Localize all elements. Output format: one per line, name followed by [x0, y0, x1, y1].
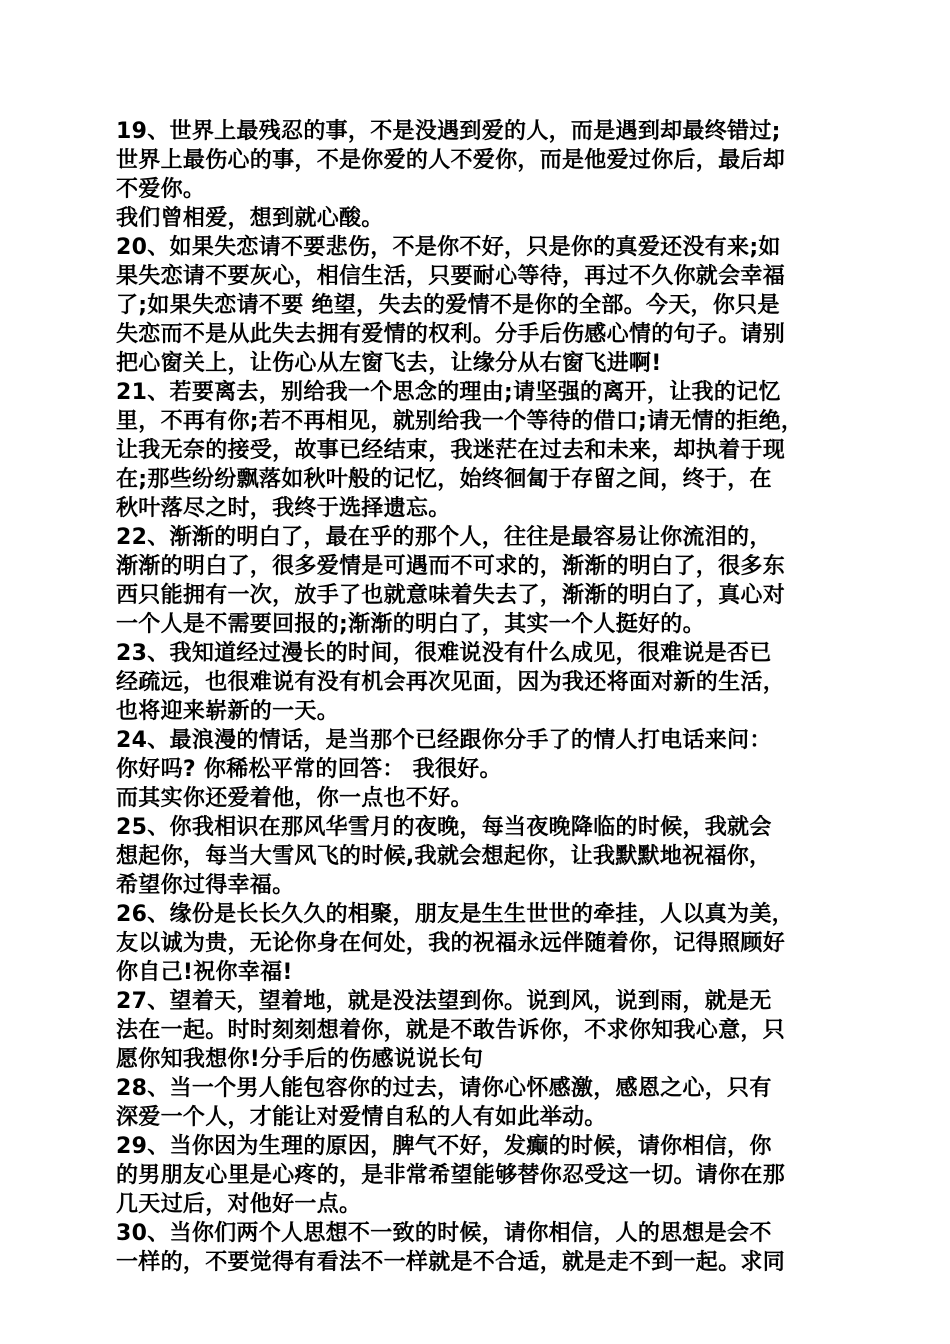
text-line: 也将迎来崭新的一天。: [116, 699, 340, 724]
text-line: 西只能拥有一次，放手了也就意味着失去了，渐渐的明白了，真心对: [116, 583, 786, 608]
text-line: 让我无奈的接受，故事已经结束，我迷茫在过去和未来，却执着于现: [116, 438, 786, 463]
text-line: 几天过后，对他好一点。: [116, 1192, 362, 1217]
text-line: 而其实你还爱着他，你一点也不好。: [116, 786, 473, 811]
text-line: 了;如果失恋请不要 绝望，失去的爱情不是你的全部。今天，你只是: [116, 293, 780, 318]
text-line: 世界上最伤心的事，不是你爱的人不爱你，而是他爱过你后，最后却: [116, 148, 786, 173]
text-line: 20、如果失恋请不要悲伤，不是你不好，只是你的真爱还没有来;如: [116, 235, 781, 260]
text-line: 29、当你因为生理的原因，脾气不好，发癫的时候，请你相信，你: [116, 1134, 772, 1159]
text-line: 把心窗关上，让伤心从左窗飞去，让缘分从右窗飞进啊!: [116, 351, 662, 376]
text-line: 23、我知道经过漫长的时间，很难说没有什么成见，很难说是否已: [116, 641, 772, 666]
text-line: 友以诚为贵，无论你身在何处，我的祝福永远伴随着你，记得照顾好: [116, 931, 786, 956]
text-line: 深爱一个人，才能让对爱情自私的人有如此举动。: [116, 1105, 607, 1130]
text-line: 25、你我相识在那风华雪月的夜晚，每当夜晚降临的时候，我就会: [116, 815, 772, 840]
text-line: 你好吗? 你稀松平常的回答： 我很好。: [116, 757, 502, 782]
text-line: 希望你过得幸福。: [116, 873, 295, 898]
text-line: 在;那些纷纷飘落如秋叶般的记忆，始终徊匐于存留之间，终于，在: [116, 467, 772, 492]
text-line: 28、当一个男人能包容你的过去，请你心怀感激，感恩之心，只有: [116, 1076, 772, 1101]
document-body: [116, 117, 840, 1277]
text-line: 果失恋请不要灰心，相信生活，只要耐心等待，再过不久你就会幸福: [116, 264, 786, 289]
text-line: 30、当你们两个人思想不一致的时候，请你相信，人的思想是会不: [116, 1221, 772, 1246]
text-line: 你自己!祝你幸福!: [116, 960, 293, 985]
text-line: 法在一起。时时刻刻想着你，就是不敢告诉你，不求你知我心意，只: [116, 1018, 786, 1043]
text-line: 27、望着天，望着地，就是没法望到你。说到风，说到雨，就是无: [116, 989, 772, 1014]
text-line: 里，不再有你;若不再相见，就别给我一个等待的借口;请无情的拒绝，: [116, 409, 804, 434]
text-line: 26、缘份是长长久久的相聚，朋友是生生世世的牵挂，人以真为美，: [116, 902, 794, 927]
text-line: 一样的，不要觉得有看法不一样就是不合适，就是走不到一起。求同: [116, 1250, 786, 1275]
text-line: 一个人是不需要回报的;渐渐的明白了，其实一个人挺好的。: [116, 612, 705, 637]
text-line: 愿你知我想你!分手后的伤感说说长句: [116, 1047, 484, 1072]
text-line: 秋叶落尽之时，我终于选择遗忘。: [116, 496, 451, 521]
text-line: 22、渐渐的明白了，最在乎的那个人，往往是最容易让你流泪的，: [116, 525, 772, 550]
text-line: 24、最浪漫的情话，是当那个已经跟你分手了的情人打电话来问：: [116, 728, 772, 753]
text-line: 21、若要离去，别给我一个思念的理由;请坚强的离开，让我的记忆: [116, 380, 781, 405]
text-line: 想起你，每当大雪风飞的时候,我就会想起你，让我默默地祝福你，: [116, 844, 772, 869]
text-line: 我们曾相爱，想到就心酸。: [116, 206, 384, 231]
text-line: 的男朋友心里是心疼的，是非常希望能够替你忍受这一切。请你在那: [116, 1163, 786, 1188]
text-line: 经疏远，也很难说有没有机会再次见面，因为我还将面对新的生活，: [116, 670, 786, 695]
text-line: 渐渐的明白了，很多爱情是可遇而不可求的，渐渐的明白了，很多东: [116, 554, 786, 579]
text-line: 不爱你。: [116, 177, 206, 202]
text-line: 19、世界上最残忍的事，不是没遇到爱的人，而是遇到却最终错过;: [116, 119, 781, 144]
text-line: 失恋而不是从此失去拥有爱情的权利。分手后伤感心情的句子。请别: [116, 322, 786, 347]
